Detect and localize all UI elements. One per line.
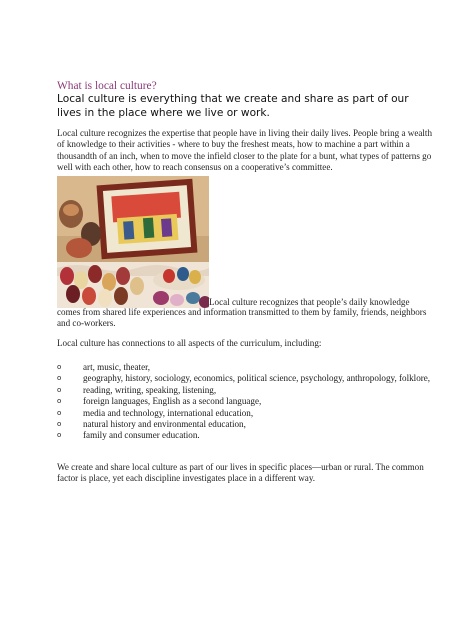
bullet-marker: o: [57, 431, 62, 440]
list-item: o natural history and environmental education,: [57, 419, 246, 430]
curriculum-list: [57, 362, 437, 442]
caption-daily-knowledge: Local culture recognizes that people’s daily knowledge: [209, 297, 410, 307]
paragraph-place: We create and share local culture as part of our lives in specific places—urban or rural. The common factor is place, yet each discipline investigates place in a different way.: [57, 462, 424, 484]
bullet-marker: o: [57, 408, 62, 417]
bullet-marker: o: [57, 420, 62, 429]
bullet-marker: o: [57, 363, 62, 371]
list-item: o reading, writing, speaking, listening,: [57, 384, 217, 395]
page-subtitle: Local culture is everything that we create and share as part of our lives in the place where we live or work.: [57, 93, 409, 119]
list-item: o family and consumer education.: [57, 430, 200, 441]
bullet-marker: o: [57, 385, 62, 394]
paragraph-expertise: Local culture recognizes the expertise that people have in living their daily lives. People bring a wealth of knowledge to their activities - where to buy the freshest meats, how to machine a part within a thousandth of an inch, when to move the infield closer to the plate for a bunt, what types of patterns go well with each other, how to reach consensus on a cooperative’s committee.: [57, 128, 432, 173]
list-item: o foreign languages, English as a second language,: [57, 396, 262, 407]
list-item: o art, music, theater,: [57, 362, 151, 372]
list-item: o media and technology, international education,: [57, 407, 254, 418]
bullet-marker: o: [57, 397, 62, 406]
paragraph-shared-experience: comes from shared life experiences and information transmitted to them by family, friends, neighbors and co-workers.: [57, 307, 427, 329]
photo-with-caption: [57, 176, 432, 311]
bullet-marker: o: [57, 374, 62, 383]
paragraph-curriculum: Local culture has connections to all aspects of the curriculum, including:: [57, 338, 322, 348]
craft-display-photo: [57, 176, 209, 308]
list-item: o geography, history, sociology, economics, political science, psychology, anthropology, folklore,: [57, 373, 431, 384]
page-title: What is local culture?: [57, 80, 157, 92]
craft-display-illustration: [57, 176, 209, 308]
